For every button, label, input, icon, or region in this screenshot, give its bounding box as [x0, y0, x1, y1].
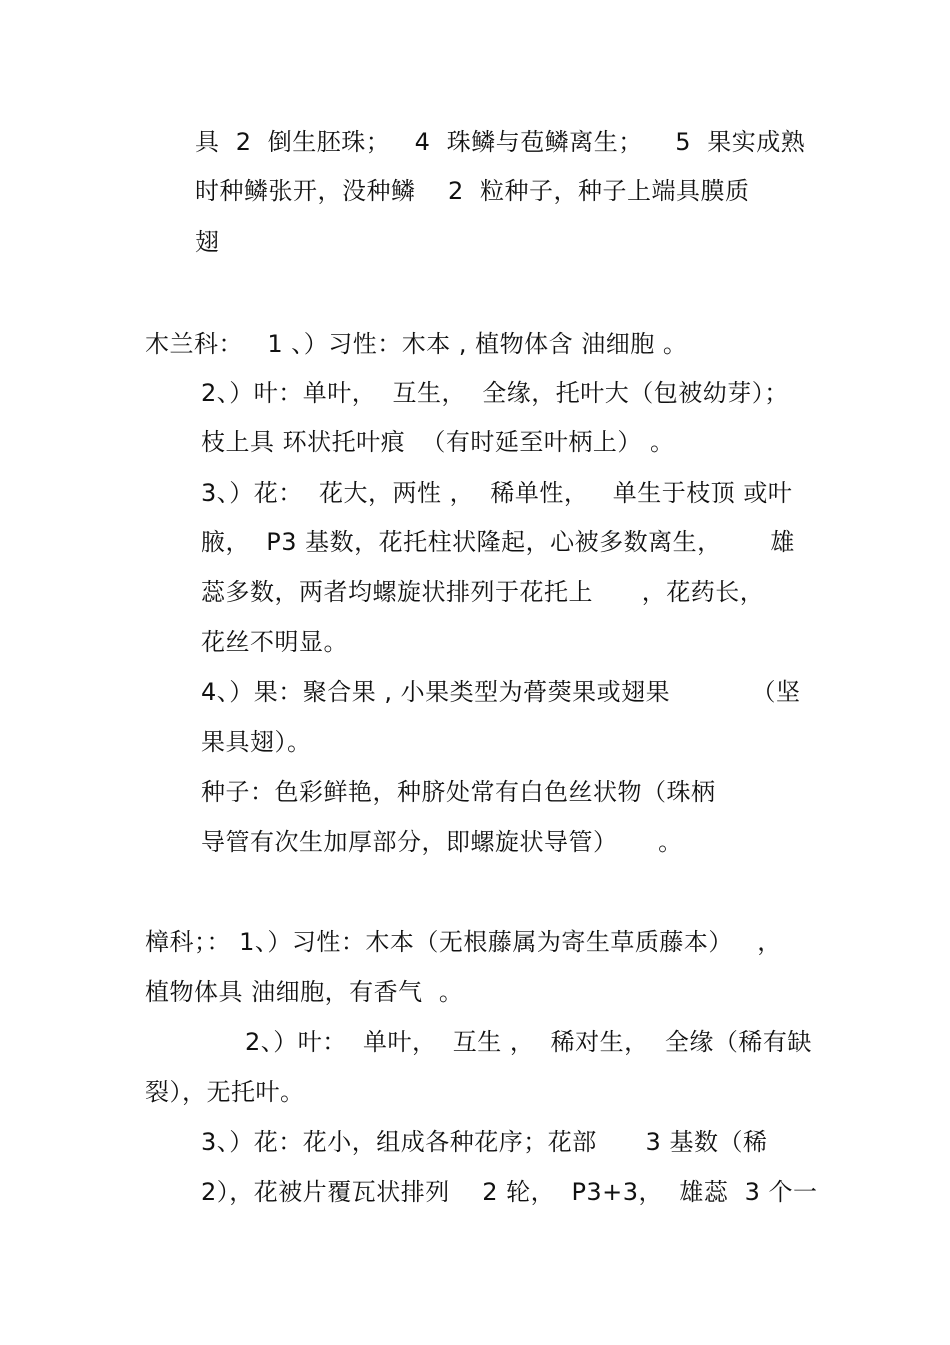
text-line: 植物体具 油细胞，有香气 。	[145, 978, 464, 1006]
text-line: 翅	[195, 228, 220, 256]
text-line: 时种鳞张开，没种鳞 2 粒种子，种子上端具膜质	[195, 177, 750, 205]
text-line: 果具翅）。	[201, 728, 312, 756]
text-line: 4、）果：聚合果 , 小果类型为蓇葖果或翅果 （坚	[201, 678, 801, 706]
text-line: 蕊多数，两者均螺旋状排列于花托上 ，花药长，	[201, 578, 765, 606]
text-line: 枝上具 环状托叶痕 （有时延至叶柄上） 。	[201, 428, 675, 456]
text-line: 花丝不明显。	[201, 628, 348, 656]
text-line: 3、）花： 花大，两性 ， 稀单性， 单生于枝顶 或叶	[201, 479, 793, 507]
text-line: 具 2 倒生胚珠； 4 珠鳞与苞鳞离生； 5 果实成熟	[195, 128, 806, 156]
text-line: 2、）叶：单叶， 互生， 全缘，托叶大（包被幼芽）；	[201, 379, 789, 407]
section-heading-lauraceae: 樟科；： 1、）习性：木本（无根藤属为寄生草质藤本） ，	[145, 928, 782, 956]
text-line: 2），花被片覆瓦状排列 2 轮， P3+3， 雄蕊 3 个一	[201, 1178, 818, 1206]
text-line: 3、）花：花小，组成各种花序；花部 3 基数（稀	[201, 1128, 768, 1156]
text-line: 裂），无托叶。	[145, 1078, 305, 1106]
text-line: 腋， P3 基数，花托柱状隆起，心被多数离生， 雄	[201, 528, 795, 556]
text-line: 2、）叶： 单叶， 互生 ， 稀对生， 全缘（稀有缺	[245, 1028, 812, 1056]
text-line: 导管有次生加厚部分，即螺旋状导管） 。	[201, 828, 683, 856]
text-line: 种子：色彩鲜艳，种脐处常有白色丝状物（珠柄	[201, 778, 716, 806]
section-heading-magnoliaceae: 木兰科： 1 、）习性：木本 , 植物体含 油细胞 。	[145, 330, 688, 358]
